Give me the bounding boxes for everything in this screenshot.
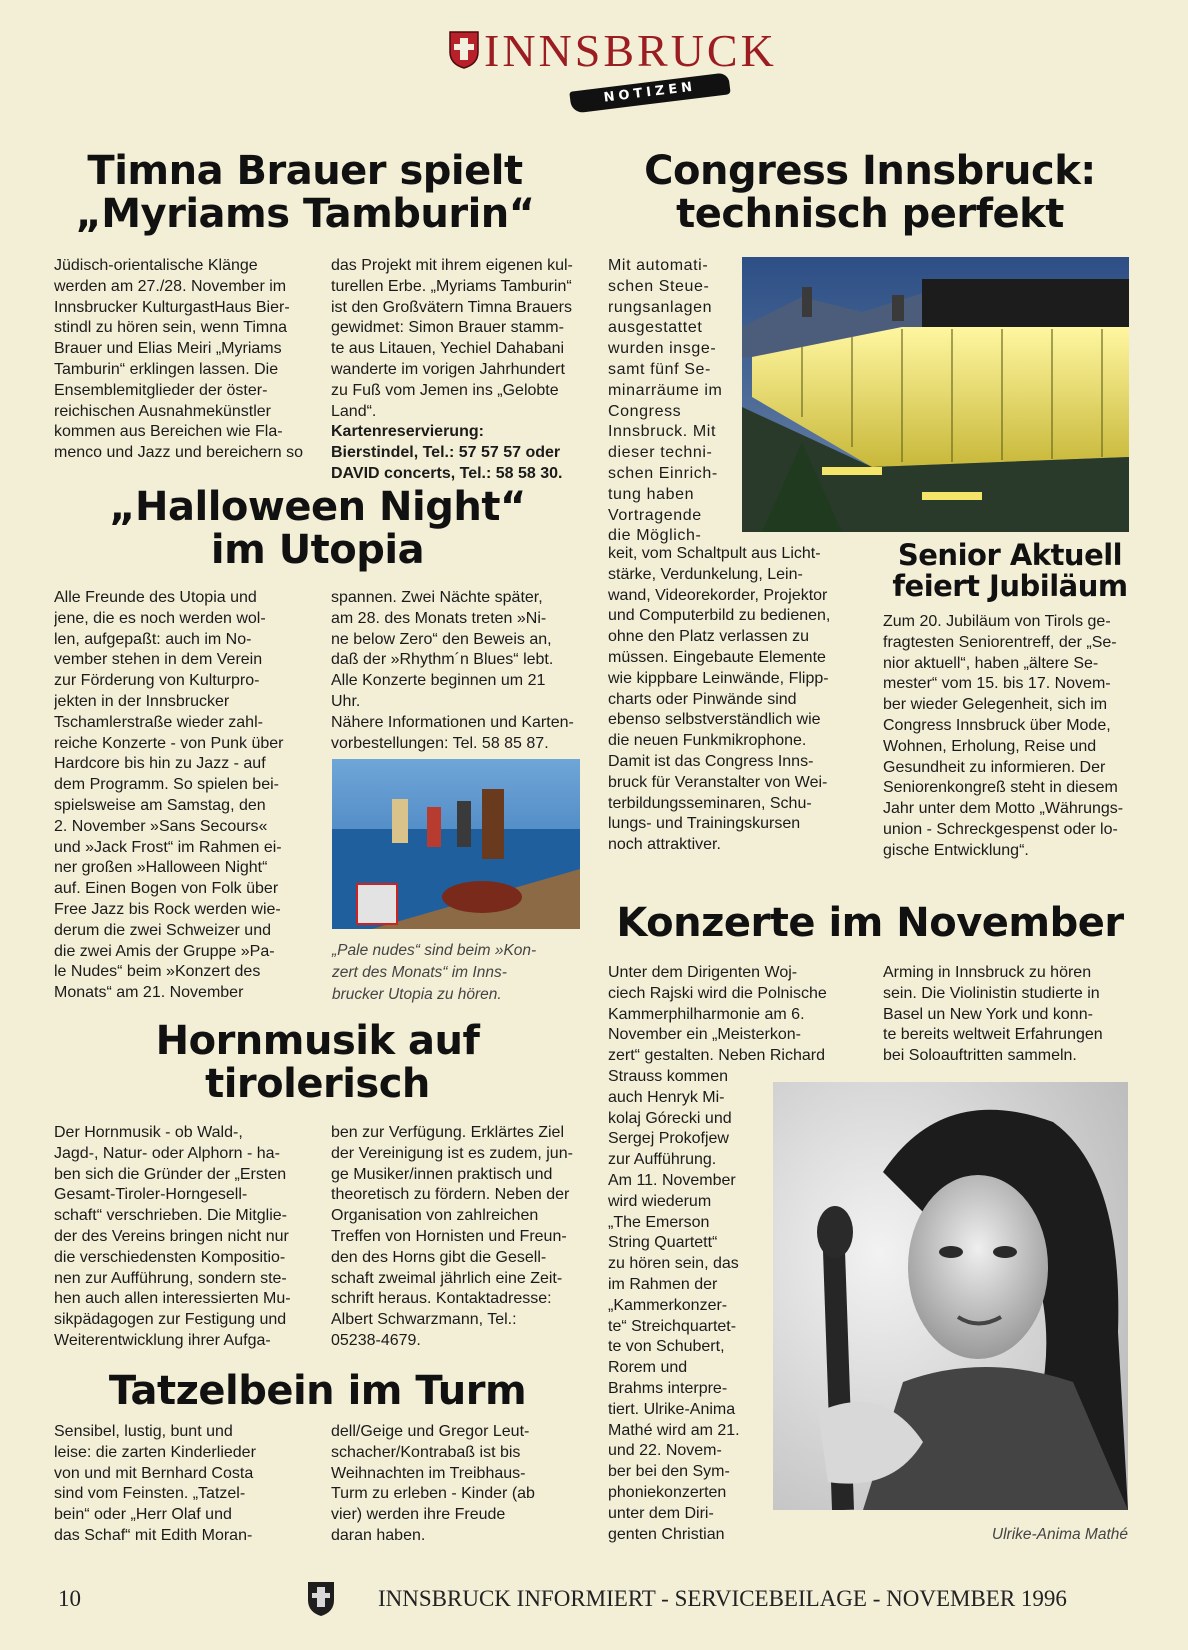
congress-headline-line-1: Congress Innsbruck: (644, 148, 1096, 194)
senior-body: Zum 20. Jubiläum von Tirols ge- fragtesten Seniorentreff, der „Se- nior aktuell“, haben „ältere Se- mester“ vom 15. bis 17. Novem- ber wieder Gelegenheit, sich im Congress Innsbruck über Mode, Wohnen, Erholung, Reise und Gesundheit zu informieren. Der Seniorenkongreß steht in diesem Jahr unter dem Motto „Währungs- union - Schreckgespenst oder lo- gische Entwicklung“. (883, 613, 1124, 859)
konzerte-col-2: Arming in Innsbruck zu hören sein. Die Violinistin studierte in Basel un New York und konn- te bereits weltweit Erfahrungen bei Soloauftritten sammeln. (883, 964, 1103, 1065)
mathe-portrait-photo (773, 1082, 1128, 1510)
tatzelbein-headline: Tatzelbein im Turm (108, 1368, 527, 1414)
pale-nudes-photo (332, 759, 580, 929)
horn-headline-line-2: tirolerisch (205, 1061, 430, 1108)
pale-nudes-caption: „Pale nudes“ sind beim »Kon- zert des Monats“ im Inns- brucker Utopia zu hören. (332, 942, 537, 1003)
coat-of-arms-footer-icon (306, 1580, 336, 1618)
congress-photo (742, 257, 1129, 532)
page-number: 10 (58, 1586, 81, 1611)
halloween-headline-line-1: „Halloween Night“ (109, 484, 526, 530)
konzerte-col-1-top: Unter dem Dirigenten Woj- ciech Rajski wird die Polnische Kammerphilharmonie am 6. November ein „Meisterkon- zert“ gestalten. Neben Richard (608, 964, 827, 1065)
congress-headline-line-2: technisch perfekt (676, 191, 1064, 238)
tatzelbein-col-1: Sensibel, lustig, bunt und leise: die zarten Kinderlieder von und mit Bernhard Costa sind vom Feinsten. „Tatzel- bein“ oder „Herr Olaf und das Schaf“ mit Edith Moran- (54, 1423, 256, 1544)
masthead-subtitle: NOTIZEN (569, 72, 730, 113)
masthead (440, 22, 777, 122)
congress-wide-col: keit, vom Schaltpult aus Licht- stärke, Verdunkelung, Lein- wand, Videorekorder, Projektor und Computerbild zu bedienen, ohne den Platz verlassen zu müssen. Eingebaute Elemente wie kippbare Leinwände, Flipp- charts oder Pinwände sind ebenso selbstverständlich wie die neuen Funkmikrophone. Damit ist das Congress Inns- bruck für Veranstalter von Wei- terbildungsseminaren, Schu- lungs- und Trainingskursen noch attraktiver. (608, 545, 831, 854)
timna-col-1: Jüdisch-orientalische Klänge werden am 27./28. November im Innsbrucker KulturgastHaus Bier- stindl zu hören sein, wenn Timna Brauer und Elias Meiri „Myriams Tamburin“ erklingen lassen. Die Ensemblemitglieder der öster- reichischen Ausnahmekünstler kommen aus Bereichen wie Fla- menco und Jazz und bereichern so (54, 257, 304, 462)
timna-col-2 (331, 256, 581, 485)
timna-headline-line-2: „Myriams Tamburin“ (75, 191, 535, 238)
senior-headline (875, 540, 1145, 603)
timna-headline (50, 150, 560, 236)
horn-headline-line-1: Hornmusik auf (155, 1018, 480, 1064)
horn-headline (50, 1020, 585, 1106)
halloween-col-1: Alle Freunde des Utopia und jene, die es noch werden wol- len, aufgepaßt: auch im No- vember stehen in dem Verein zur Förderung von Kulturpro- jekten in der Innsbrucker Tschamlerstraße wieder zahl- reiche Konzerte - von Punk über Hardcore bis hin zu Jazz - auf dem Programm. So spielen bei- spielsweise am Samstag, den 2. November »Sans Secours« und »Jack Frost“ im Rahmen ei- ner großen »Halloween Night“ auf. Einen Bogen von Folk über Free Jazz bis Rock werden wie- derum die zwei Schweizer und die zwei Amis der Gruppe »Pa- le Nudes“ beim »Konzert des Monats“ am 21. November (54, 589, 284, 1002)
senior-headline-line-1: Senior Aktuell (897, 538, 1123, 572)
mathe-caption: Ulrike-Anima Mathé (991, 1526, 1128, 1543)
coat-of-arms-icon (448, 30, 480, 70)
masthead-title: INNSBRUCK (484, 25, 777, 76)
halloween-col-2: spannen. Zwei Nächte später, am 28. des Monats treten »Ni- ne below Zero“ den Beweis an, daß der »Rhythm´n Blues“ lebt. Alle Konzerte beginnen um 21 Uhr. Nähere Informationen und Karten- vorbestellungen: Tel. 58 85 87. (331, 589, 574, 752)
congress-headline (600, 150, 1140, 236)
tatzelbein-col-2: dell/Geige und Gregor Leut- schacher/Kontrabaß ist bis Weihnachten im Treibhaus- Turm zu erleben - Kinder (ab vier) werden ihre Freude daran haben. (331, 1423, 535, 1544)
horn-col-2: ben zur Verfügung. Erklärtes Ziel der Vereinigung ist es zudem, jun- ge Musiker/innen praktisch und theoretisch zu fördern. Neben der Organisation von zahlreichen Treffen von Hornisten und Freun- den des Horns gibt die Gesell- schaft zweimal jährlich eine Zeit- schrift heraus. Kontaktadresse: Albert Schwarzmann, Tel.: 05238-4679. (331, 1124, 573, 1349)
footer-publication: INNSBRUCK INFORMIERT - SERVICEBEILAGE - NOVEMBER 1996 (378, 1586, 1067, 1611)
timna-headline-line-1: Timna Brauer spielt (87, 148, 523, 194)
konzerte-headline: Konzerte im November (616, 900, 1124, 946)
timna-reservation: Kartenreservierung: Bierstindel, Tel.: 57 57 57 oder DAVID concerts, Tel.: 58 58 30. (331, 423, 563, 482)
timna-col-2-text: das Projekt mit ihrem eigenen kul- turellen Erbe. „Myriams Tamburin“ ist den Großvätern Timna Brauers gewidmet: Simon Brauer stamm- te aus Litauen, Yechiel Dahabani wanderte im vorigen Jahrhundert zu Fuß vom Jemen ins „Gelobte Land“. (331, 257, 573, 420)
konzerte-col-1-narrow: Strauss kommen auch Henryk Mi- kolaj Górecki und Sergej Prokofjew zur Aufführung. Am 11. November wird wiederum „The Emerson String Quartett“ zu hören sein, das im Rahmen der „Kammerkonzer- te“ Streichquartet- te von Schubert, Rorem und Brahms interpre- tiert. Ulrike-Anima Mathé wird am 21. und 22. Novem- ber bei den Sym- phoniekonzerten unter dem Diri- genten Christian (608, 1068, 740, 1543)
senior-headline-line-2: feiert Jubiläum (892, 569, 1128, 604)
halloween-headline-line-2: im Utopia (210, 527, 425, 574)
halloween-headline (50, 486, 585, 572)
horn-col-1: Der Hornmusik - ob Wald-, Jagd-, Natur- oder Alphorn - ha- ben sich die Gründer der „Ersten Gesamt-Tiroler-Horngesell- schaft“ verschrieben. Die Mitglie- der des Vereins bringen nicht nur die verschiedensten Kompositio- nen zur Aufführung, sondern ste- hen auch allen interessierten Mu- sikpädagogen zur Festigung und Weiterentwicklung ihrer Aufga- (54, 1124, 291, 1349)
congress-narrow-col: Mit automati- schen Steue- rungsanlagen ausgestattet wurden insge- samt fünf Se- minarräume im Congress Innsbruck. Mit dieser techni- schen Einrich- tung haben Vortragende die Möglich- (608, 257, 723, 545)
